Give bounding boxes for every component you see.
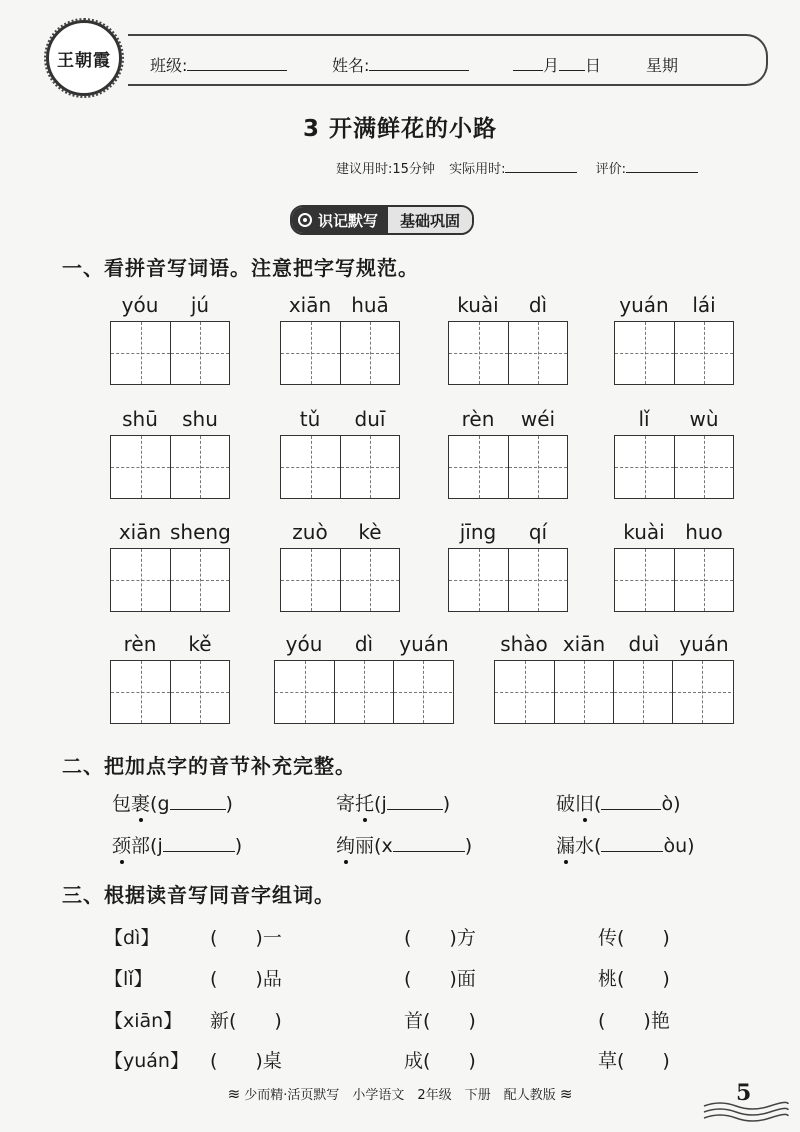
tianzige-boxes[interactable] [274,660,454,724]
badge-dark [292,207,388,233]
pinyin-syllable: yóu [285,632,323,656]
pinyin-syllable: yuán [399,632,449,656]
pinyin-syllable: wéi [520,407,556,431]
tianzige-boxes[interactable] [614,321,734,385]
homophone-item[interactable]: ( )艳 [598,1010,670,1032]
pinyin-fill-item [336,831,472,858]
class-label: 班级: [150,56,188,75]
word-char: 包 [112,793,132,815]
tianzige-boxes[interactable] [448,548,568,612]
fill-open: (j [150,835,163,857]
homophone-item[interactable]: 传( ) [598,927,670,949]
pinyin-syllable: kě [188,632,212,656]
brand-logo [46,20,122,96]
logo-text: 王朝霞 [57,50,111,71]
pinyin-syllable: zuò [292,520,328,544]
pinyin-syllable: dì [528,293,548,317]
pinyin-syllable: qí [528,520,548,544]
tianzige-boxes[interactable] [280,435,400,499]
name-blank[interactable] [369,56,469,71]
day-label: 日 [585,56,602,75]
pinyin-syllable: kuài [623,520,665,544]
tianzige-boxes[interactable] [280,548,400,612]
pinyin-fill-item [336,789,450,816]
section1-heading: 一、看拼音写词语。注意把字写规范。 [62,256,419,280]
homophone-item[interactable]: 首( ) [404,1010,476,1032]
pinyin-fill-item [556,789,681,816]
pinyin-syllable: xiān [118,520,162,544]
fill-blank[interactable] [163,835,235,852]
fill-open: ( [594,793,602,815]
pinyin-group [494,626,734,724]
section3-heading: 三、根据读音写同音字组词。 [62,883,335,907]
week-label: 星期 [646,56,679,75]
badge-light [388,207,472,233]
suggest-time: 建议用时:15分钟 [336,162,435,177]
footer-text: 少而精·活页默写 小学语文 2年级 下册 配人教版 [244,1088,556,1103]
pinyin-label: 【yuán】 [104,1050,189,1072]
pinyin-group [280,287,400,385]
page-wave-decoration [700,1098,790,1124]
class-field [150,53,287,76]
fill-close: ò) [661,793,681,815]
lesson-title: 3 开满鲜花的小路 [302,116,497,142]
fill-blank[interactable] [601,835,663,852]
pinyin-fill-item [556,831,695,858]
pinyin-syllable: shū [122,407,158,431]
tianzige-boxes[interactable] [614,548,734,612]
pinyin-group [280,514,400,612]
tianzige-boxes[interactable] [110,548,230,612]
pinyin-fill-item [112,789,233,816]
pinyin-syllable: duī [354,407,386,431]
pinyin-syllable: huo [685,520,723,544]
badge-light-text: 基础巩固 [400,211,461,230]
pinyin-syllable: kuài [457,293,499,317]
dotted-char: 漏 [556,831,575,858]
fill-open: (x [374,835,393,857]
homophone-item[interactable]: ( )面 [404,968,476,990]
word-char: 丽 [355,835,375,857]
homophone-item[interactable]: 成( ) [404,1050,476,1072]
month-blank[interactable] [513,56,543,71]
pinyin-group [110,514,230,612]
tianzige-boxes[interactable] [448,321,568,385]
dotted-char: 颈 [112,831,131,858]
month-label: 月 [543,56,560,75]
pinyin-syllable: yóu [121,293,159,317]
word-char: 部 [131,835,151,857]
fill-close: ) [234,835,243,857]
dotted-char: 托 [355,789,374,816]
class-blank[interactable] [187,56,287,71]
fill-open: (g [150,793,170,815]
week-field [646,53,678,76]
wave-icon: ≋ [559,1085,573,1103]
tianzige-boxes[interactable] [110,321,230,385]
section-badge [290,205,474,235]
homophone-item[interactable]: ( )方 [404,927,476,949]
pinyin-group [110,287,230,385]
word-char: 水 [575,835,595,857]
fill-close: ) [225,793,233,815]
homophone-item[interactable]: ( )一 [210,927,282,949]
rating-blank[interactable] [626,162,698,173]
footer [0,1084,800,1103]
pinyin-label: 【dì】 [104,927,160,949]
pinyin-label: 【lǐ】 [104,968,153,990]
name-field [332,53,469,76]
pinyin-group [614,514,734,612]
pinyin-syllable: lǐ [638,407,650,431]
dotted-char: 绚 [336,831,355,858]
pinyin-syllable: xiān [288,293,332,317]
homophone-item[interactable]: 新( ) [210,1010,282,1032]
dotted-char: 裹 [131,789,150,816]
name-label: 姓名: [332,56,370,75]
fill-blank[interactable] [601,793,661,810]
pinyin-syllable: wù [689,407,719,431]
meta-info [336,158,698,177]
pinyin-syllable: huā [351,293,389,317]
target-icon [298,213,312,227]
badge-dark-text: 识记默写 [318,211,379,230]
fill-close: ) [442,793,451,815]
fill-blank[interactable] [170,793,226,810]
tianzige-boxes[interactable] [280,321,400,385]
homophone-item[interactable]: 桃( ) [598,968,670,990]
day-blank[interactable] [559,56,585,71]
pinyin-label: 【xiān】 [104,1010,183,1032]
tianzige-boxes[interactable] [448,435,568,499]
pinyin-syllable: xiān [562,632,606,656]
actual-time-blank[interactable] [505,162,577,173]
fill-blank[interactable] [393,835,465,852]
date-field [513,53,601,76]
pinyin-syllable: shào [500,632,548,656]
pinyin-group [448,401,568,499]
tianzige-boxes[interactable] [110,435,230,499]
fill-close: òu) [663,835,695,857]
pinyin-group [274,626,454,724]
tianzige-boxes[interactable] [494,660,734,724]
pinyin-syllable: jú [190,293,210,317]
page-number: 5 [736,1080,752,1106]
pinyin-syllable: dì [354,632,374,656]
fill-open: ( [594,835,602,857]
fill-blank[interactable] [387,793,443,810]
pinyin-syllable: yuán [619,293,669,317]
fill-close: ) [464,835,473,857]
pinyin-syllable: duì [628,632,660,656]
pinyin-syllable: shu [182,407,218,431]
dotted-char: 旧 [575,789,594,816]
pinyin-fill-item [112,831,242,858]
pinyin-syllable: lái [692,293,716,317]
section2-heading: 二、把加点字的音节补充完整。 [62,754,356,778]
word-char: 寄 [336,793,356,815]
tianzige-boxes[interactable] [110,660,230,724]
tianzige-boxes[interactable] [614,435,734,499]
pinyin-syllable: rèn [123,632,157,656]
wave-icon: ≋ [227,1085,241,1103]
pinyin-syllable: sheng [170,520,231,544]
pinyin-syllable: yuán [679,632,729,656]
pinyin-syllable: kè [358,520,382,544]
pinyin-group [110,401,230,499]
homophone-item[interactable]: ( )品 [210,968,282,990]
pinyin-group [614,401,734,499]
rating-label: 评价: [595,162,626,177]
pinyin-group [614,287,734,385]
pinyin-group [280,401,400,499]
homophone-item[interactable]: 草( ) [598,1050,670,1072]
pinyin-syllable: rèn [461,407,495,431]
homophone-item[interactable]: ( )桌 [210,1050,282,1072]
pinyin-group [110,626,230,724]
word-char: 破 [556,793,576,815]
fill-open: (j [374,793,387,815]
pinyin-group [448,287,568,385]
actual-time-label: 实际用时: [449,162,506,177]
pinyin-syllable: tǔ [299,407,321,431]
pinyin-group [448,514,568,612]
pinyin-syllable: jīng [459,520,497,544]
